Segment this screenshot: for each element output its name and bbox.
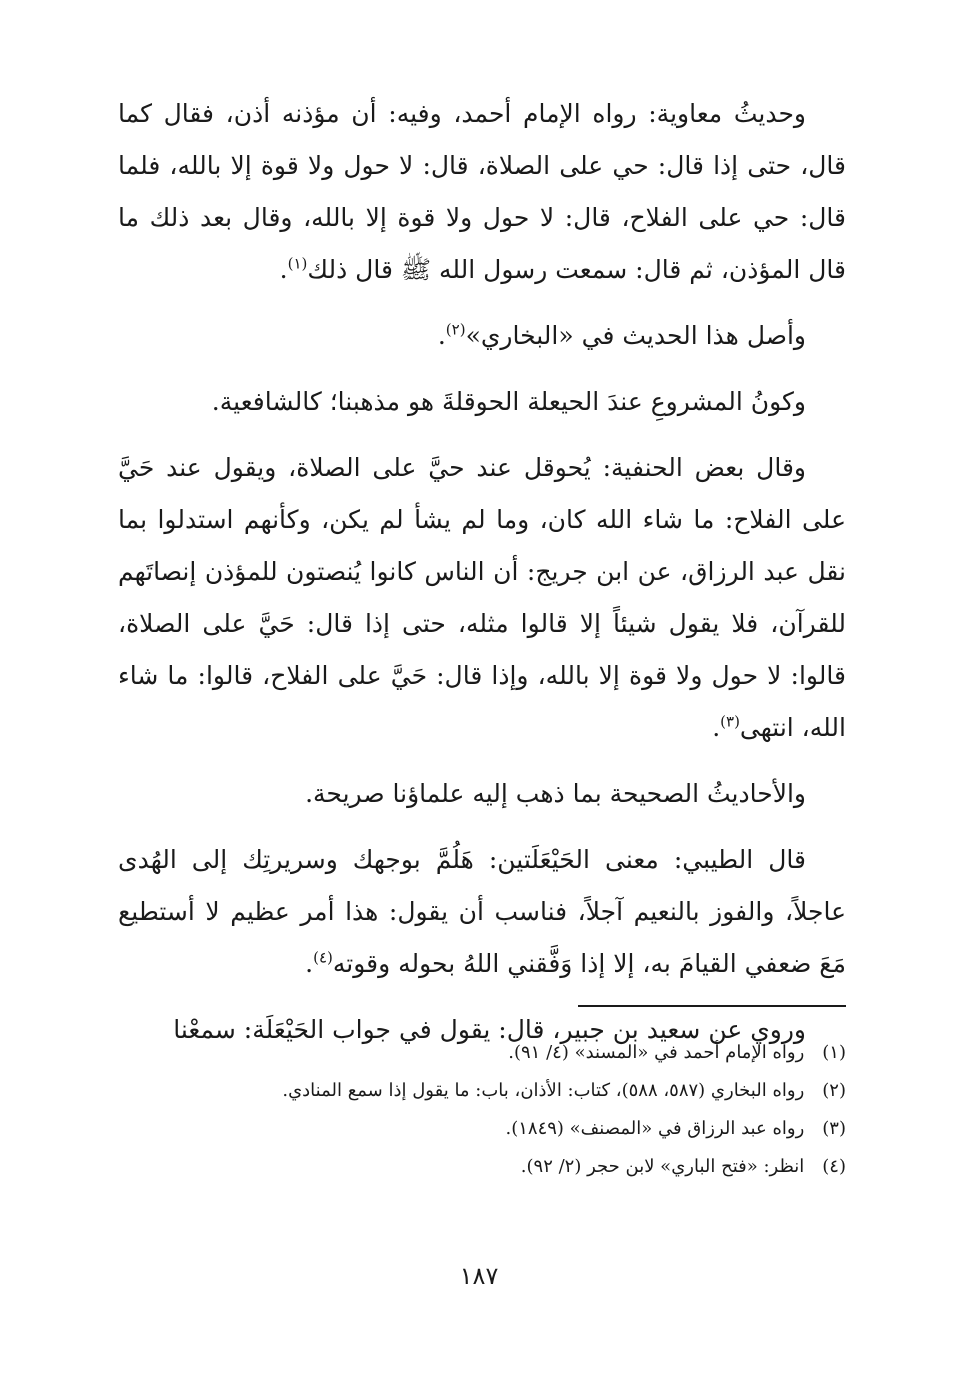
page-number: ١٨٧: [459, 1262, 499, 1290]
footnote-item: [118, 1072, 846, 1110]
footnote-item: [118, 1034, 846, 1072]
paragraph-tibi: [118, 834, 846, 990]
footnote-item: [118, 1148, 846, 1186]
paragraph-madhhab: [118, 376, 846, 428]
paragraph-text: وحديثُ معاوية: رواه الإمام أحمد، وفيه: أن مؤذنه أذن، فقال كما قال، حتى إذا قال: حي على الصلاة، قال: لا حول ولا قوة إلا بالله، فلما قال: حي على الفلاح، قال: لا حول ولا قوة إلا بالله، وقال بعد ذلك ما قال المؤذن، ثم قال: سمعت رسول الله ﷺ قال ذلك: [118, 99, 846, 284]
footnote-divider: [578, 1005, 846, 1007]
paragraph-end: .: [305, 949, 314, 978]
footnote-number: (١): [822, 1042, 846, 1063]
footnote-number: (٢): [822, 1080, 846, 1101]
footnotes: [118, 1034, 846, 1186]
footnote-number: (٣): [822, 1118, 846, 1139]
footnote-number: (٤): [822, 1156, 846, 1177]
footnote-text: رواه عبد الرزاق في «المصنف» (١٨٤٩).: [505, 1118, 805, 1139]
paragraph-sahih-hadiths: [118, 768, 846, 820]
paragraph-hanafi-view: [118, 442, 846, 754]
paragraph-text: والأحاديثُ الصحيحة بما ذهب إليه علماؤنا صريحة.: [305, 779, 806, 808]
paragraph-text: وقال بعض الحنفية: يُحوقل عند حيَّ على الصلاة، ويقول عند حَيَّ على الفلاح: ما شاء الله كان، وما لم يشأ لم يكن، وكأنهم استدلوا بما نقل عبد الرزاق، عن ابن جريج: أن الناس كانوا يُنصتون للمؤذن إنصاتَهم للقرآن، فلا يقول شيئاً إلا قالوا مثله، حتى إذا قال: حَيَّ على الصلاة، قالوا: لا حول ولا قوة إلا بالله، وإذا قال: حَيَّ على الفلاح، قالوا: ما شاء الله، انتهى: [118, 453, 846, 742]
footnote-marker: (٣): [720, 712, 740, 731]
paragraph-text: قال الطيبي: معنى الحَيْعَلَتين: هَلُمَّ بوجهك وسريرتِك إلى الهُدى عاجلاً، والفوز بالنعيم آجلاً، فناسب أن يقول: هذا أمر عظيم لا أستطيع مَعَ ضعفي القيامَ به، إلا إذا وَفَّقني اللهُ بحوله وقوته: [118, 845, 846, 978]
paragraph-end: .: [712, 713, 721, 742]
paragraph-bukhari-origin: [118, 310, 846, 362]
paragraph-text: وروي عن سعيد بن جبير، قال: يقول في جواب الحَيْعَلَة: سمعْنا: [173, 1015, 806, 1044]
main-text: [118, 88, 846, 1056]
paragraph-end: .: [437, 321, 446, 350]
paragraph-text: وكونُ المشروعِ عندَ الحيعلة الحوقلةَ هو مذهبنا؛ كالشافعية.: [211, 387, 806, 416]
footnote-text: رواه الإمام أحمد في «المسند» (٤/ ٩١).: [508, 1042, 805, 1063]
footnote-text: انظر: «فتح الباري» لابن حجر (٢/ ٩٢).: [520, 1156, 805, 1177]
footnote-marker: (٢): [445, 320, 466, 339]
footnote-marker: (١): [287, 254, 308, 273]
footnote-text: رواه البخاري (٥٨٧، ٥٨٨)، كتاب: الأذان، باب: ما يقول إذا سمع المنادي.: [282, 1080, 805, 1101]
paragraph-muawiya-hadith: [118, 88, 846, 296]
footnote-marker: (٤): [313, 948, 333, 967]
paragraph-text: وأصل هذا الحديث في «البخاري»: [465, 321, 806, 350]
paragraph-end: .: [279, 255, 288, 284]
footnote-item: [118, 1110, 846, 1148]
